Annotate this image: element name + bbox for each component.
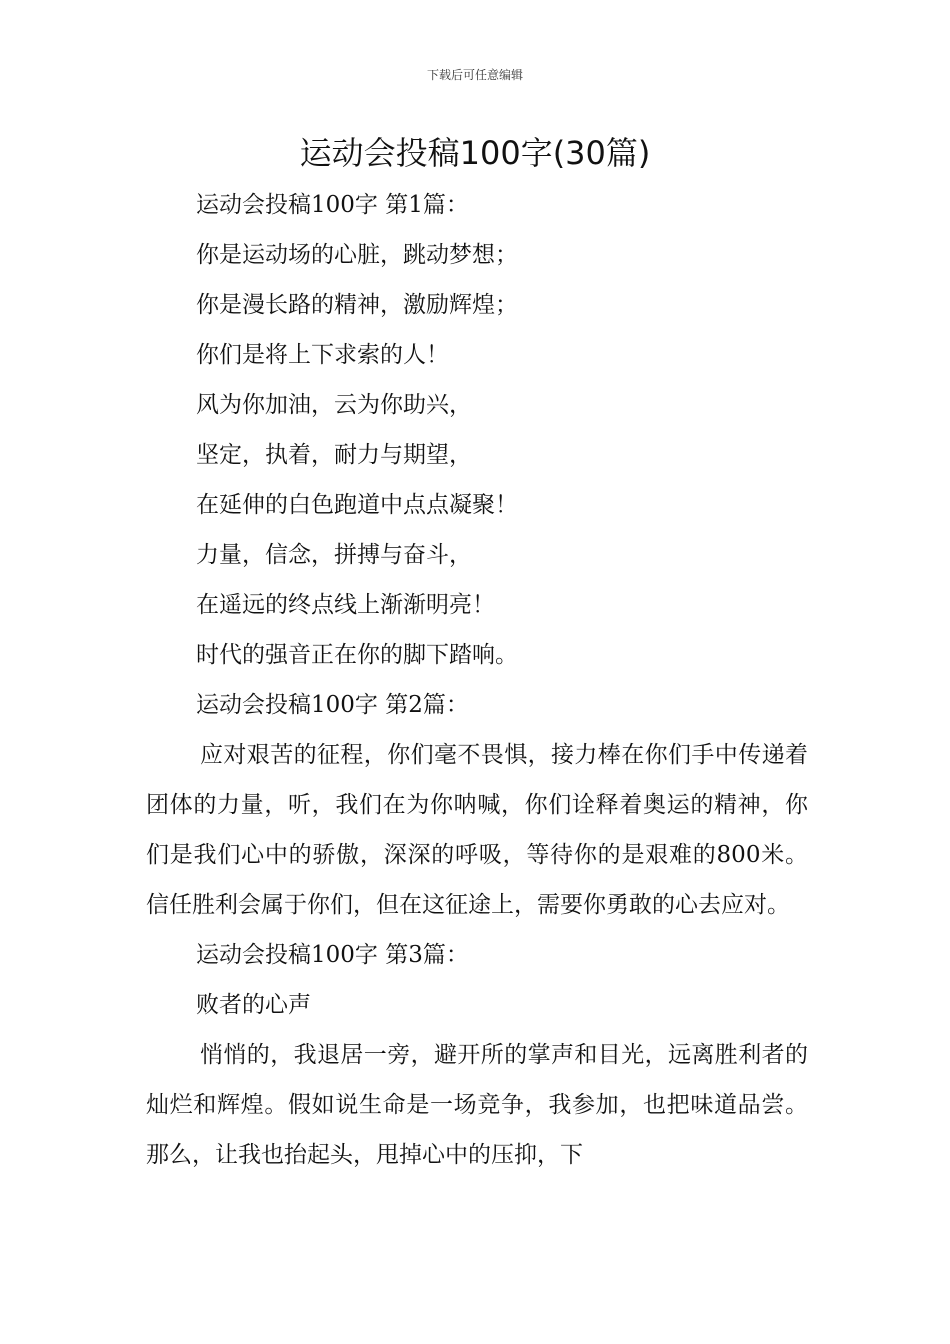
- poem-line: 时代的强音正在你的脚下踏响。: [196, 642, 518, 668]
- paragraph-2: 应对艰苦的征程，你们毫不畏惧，接力棒在你们手中传递着团体的力量，听，我们在为你呐喊，你们诠释着奥运的精神，你们是我们心中的骄傲，深深的呼吸，等待你的是艰难的800米。信任胜利会属于你们，但在这征途上，需要你勇敢的心去应对。: [146, 742, 808, 918]
- poem-line: 你是运动场的心脏，跳动梦想；: [196, 242, 518, 268]
- poem-line: 力量，信念，拼搏与奋斗，: [196, 542, 472, 568]
- poem-line: 在延伸的白色跑道中点点凝聚！: [196, 492, 518, 518]
- subtitle-line: 败者的心声: [196, 992, 311, 1018]
- section-heading-2: 运动会投稿100字 第2篇：: [196, 692, 469, 718]
- paragraph-3: 悄悄的，我退居一旁，避开所的掌声和目光，远离胜利者的灿烂和辉煌。假如说生命是一场竞争，我参加，也把味道品尝。那么，让我也抬起头，甩掉心中的压抑，下: [146, 1042, 808, 1168]
- poem-line: 你是漫长路的精神，激励辉煌；: [196, 292, 518, 318]
- document-body: [146, 180, 808, 1180]
- poem-line: 坚定，执着，耐力与期望，: [196, 442, 472, 468]
- document-title: 运动会投稿100字(30篇): [299, 134, 651, 172]
- poem-line: 风为你加油，云为你助兴，: [196, 392, 472, 418]
- poem-line: 你们是将上下求索的人！: [196, 342, 449, 368]
- section-heading-1: 运动会投稿100字 第1篇：: [196, 192, 469, 218]
- header-note: 下载后可任意编辑: [426, 68, 523, 82]
- section-heading-3: 运动会投稿100字 第3篇：: [196, 942, 469, 968]
- poem-line: 在遥远的终点线上渐渐明亮！: [196, 592, 495, 618]
